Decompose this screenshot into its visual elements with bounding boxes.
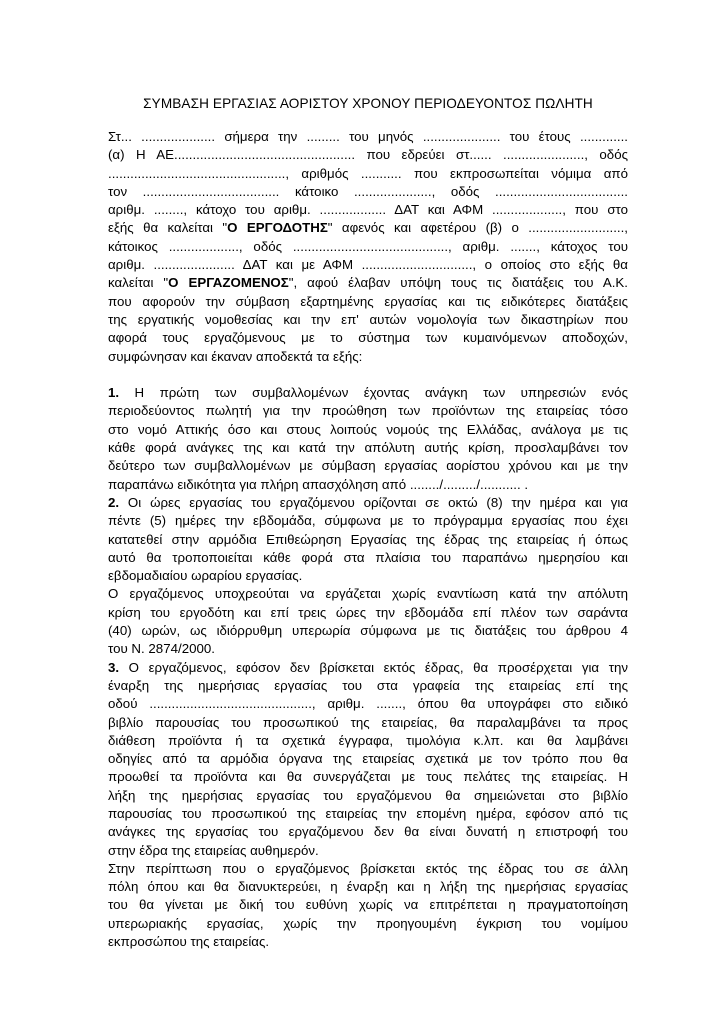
- text-line: κάτοικος ..................., οδός .........................................., αριθμ. ......., κάτοχος του: [108, 238, 628, 254]
- text-line: αυτό θα τροποποιείται κάθε φορά στα πλαίσια του παραπάνω ημερησίου και: [108, 549, 628, 565]
- text-line: αριθμ. ........, κάτοχο του αριθμ. .................. ΔΑΤ και ΑΦΜ ..................., που στο: [108, 202, 628, 218]
- text-line: [108, 494, 628, 512]
- section-number: 2.: [108, 494, 120, 510]
- text-line: του Ν. 2874/2000.: [108, 641, 215, 657]
- employee-label: Ο ΕΡΓΑΖΟΜΕΝΟΣ: [168, 275, 289, 291]
- text-line: πέντε (5) ημέρες την εβδομάδα, σύμφωνα με το πρόγραμμα εργασίας που έχει: [108, 513, 628, 529]
- text-line: οδού ............................................, αριθμ. ......., όπου θα υπογράφει στο ειδικό: [108, 696, 628, 712]
- text-span: καλείται ": [108, 275, 169, 291]
- text-line: [108, 274, 628, 292]
- text-line: εκπροσώπου της εταιρείας.: [108, 934, 270, 950]
- text-line: συμφώνησαν και έκαναν αποδεκτά τα εξής:: [108, 348, 363, 364]
- text-line: στο νομό Αττικής όσο και στους λοιπούς νομούς της Ελλάδας, ανάλογα με τις: [108, 421, 628, 437]
- text-line: διάθεση προϊόντα ή τα σχετικά έγγραφα, τιμολόγια κ.λπ. και θα λαμβάνει: [108, 732, 628, 748]
- text-line: λήξη της ημερήσιας εργασίας του εργαζόμενου θα σημειώνεται στο βιβλίο: [108, 787, 628, 803]
- text-line: κάθε φορά ανάγκες της και κατά την απόλυτη αυτής κρίση, προσλαμβάνει τον: [108, 440, 628, 456]
- text-line: βιβλίο παρουσίας του προσωπικού της εταιρείας, θα παραλαμβάνει τα προς: [108, 714, 628, 730]
- text-line: πόλη όπου και θα διανυκτερεύει, η έναρξη και η λήξη της ημερήσιας εργασίας: [108, 879, 628, 895]
- section-number: 1.: [108, 385, 120, 401]
- text-line: περιοδεύοντος πωλητή για την προώθηση των προϊόντων της εταιρείας τόσο: [108, 403, 628, 419]
- text-line: κρίση του εργοδότη και επί τρεις ώρες την εβδομάδα επί πλέον των σαράντα: [108, 604, 628, 620]
- text-line: αφορά τους εργαζόμενους με το σύστημα των κυμαινόμενων αποδοχών,: [108, 330, 628, 346]
- text-span: εξής θα καλείται ": [108, 220, 228, 236]
- text-line: δεύτερο των συμβαλλομένων με σύμβαση εργασίας αορίστου χρόνου και με την: [108, 458, 628, 474]
- section-number: 3.: [108, 659, 120, 675]
- text-line: έναρξη της ημερήσιας εργασίας του στα γραφεία της εταιρείας επί της: [108, 677, 628, 693]
- text-line: κατατεθεί στην αρμόδια Επιθεώρηση Εργασίας της έδρας της εταιρείας ή όπως: [108, 531, 628, 547]
- text-line: στην έδρα της εταιρείας αυθημερόν.: [108, 842, 319, 858]
- text-span: Ο εργαζόμενος, εφόσον δεν βρίσκεται εκτός έδρας, θα προσέρχεται για την: [119, 659, 628, 675]
- text-line: της εργατικής νομοθεσίας και την επ' αυτών νομολογία των δικαστηρίων που: [108, 311, 628, 327]
- text-line: εβδομαδιαίου ωραρίου εργασίας.: [108, 568, 303, 584]
- text-line: αριθμ. ...................... ΔΑΤ και με ΑΦΜ .............................., ο οποίος στο εξής θα: [108, 257, 628, 273]
- text-line: παρουσίας του προσωπικού της εταιρείας την επομένη ημέρα, εφόσον από τις: [108, 805, 628, 821]
- text-line: [108, 219, 628, 237]
- text-line: (α) Η ΑΕ................................................. που εδρεύει στ...... ......................, οδός: [108, 147, 628, 163]
- text-span: Οι ώρες εργασίας του εργαζόμενου ορίζονται σε οκτώ (8) την ημέρα και για: [119, 494, 628, 510]
- document-body: [108, 128, 628, 951]
- text-line: που αφορούν την σύμβαση εξαρτημένης εργασίας και τις ειδικότερες διατάξεις: [108, 293, 628, 309]
- document-title: ΣΥΜΒΑΣΗ ΕΡΓΑΣΙΑΣ ΑΟΡΙΣΤΟΥ ΧΡΟΝΟΥ ΠΕΡΙΟΔΕΥΟΝΤΟΣ ΠΩΛΗΤΗ: [143, 96, 593, 111]
- text-line: [108, 384, 628, 402]
- text-line: οδηγίες από τα αρμόδια όργανα της εταιρείας σχετικά με τον τρόπο που θα: [108, 751, 628, 767]
- paragraph-gap: [108, 366, 628, 384]
- text-line: Ο εργαζόμενος υποχρεούται να εργάζεται χωρίς εναντίωση κατά την απόλυτη: [108, 586, 628, 602]
- text-line: προωθεί τα προϊόντα και θα συνεργάζεται με τους πελάτες της εταιρείας. Η: [108, 769, 628, 785]
- text-line: ................................................, αριθμός ........... που εκπροσωπείται νόμιμα από: [108, 165, 628, 181]
- text-line: Στ... .................... σήμερα την ......... του μηνός ..................... του έτους .............: [108, 129, 628, 144]
- text-span: " αφενός και αφετέρου (β) ο ..........................,: [327, 220, 629, 236]
- text-line: ανάγκες της εργασίας του εργαζόμενου δεν θα είναι δυνατή η επιστροφή του: [108, 824, 628, 840]
- text-span: ", αφού έλαβαν υπόψη τους τις διατάξεις του Α.Κ.: [288, 275, 628, 291]
- text-line: τον ..................................... κάτοικο ....................., οδός ....................................: [108, 183, 628, 199]
- text-line: υπερωριακής εργασίας, χωρίς την προηγουμένη έγκριση του νομίμου: [108, 915, 628, 931]
- text-line: παραπάνω ειδικότητα για πλήρη απασχόληση από ......../........./........... .: [108, 476, 529, 492]
- text-line: (40) ωρών, ως ιδιόρρυθμη υπερωρία σύμφωνα με τις διατάξεις του άρθρου 4: [108, 623, 628, 639]
- text-line: του θα γίνεται με δική του ευθύνη χωρίς να επιτρέπεται η πραγματοποίηση: [108, 897, 628, 913]
- text-span: Η πρώτη των συμβαλλομένων έχοντας ανάγκη των υπηρεσιών ενός: [119, 385, 628, 401]
- employer-label: Ο ΕΡΓΟΔΟΤΗΣ: [227, 220, 328, 236]
- text-line: [108, 659, 628, 677]
- text-line: Στην περίπτωση που ο εργαζόμενος βρίσκεται εκτός της έδρας του σε άλλη: [108, 860, 628, 876]
